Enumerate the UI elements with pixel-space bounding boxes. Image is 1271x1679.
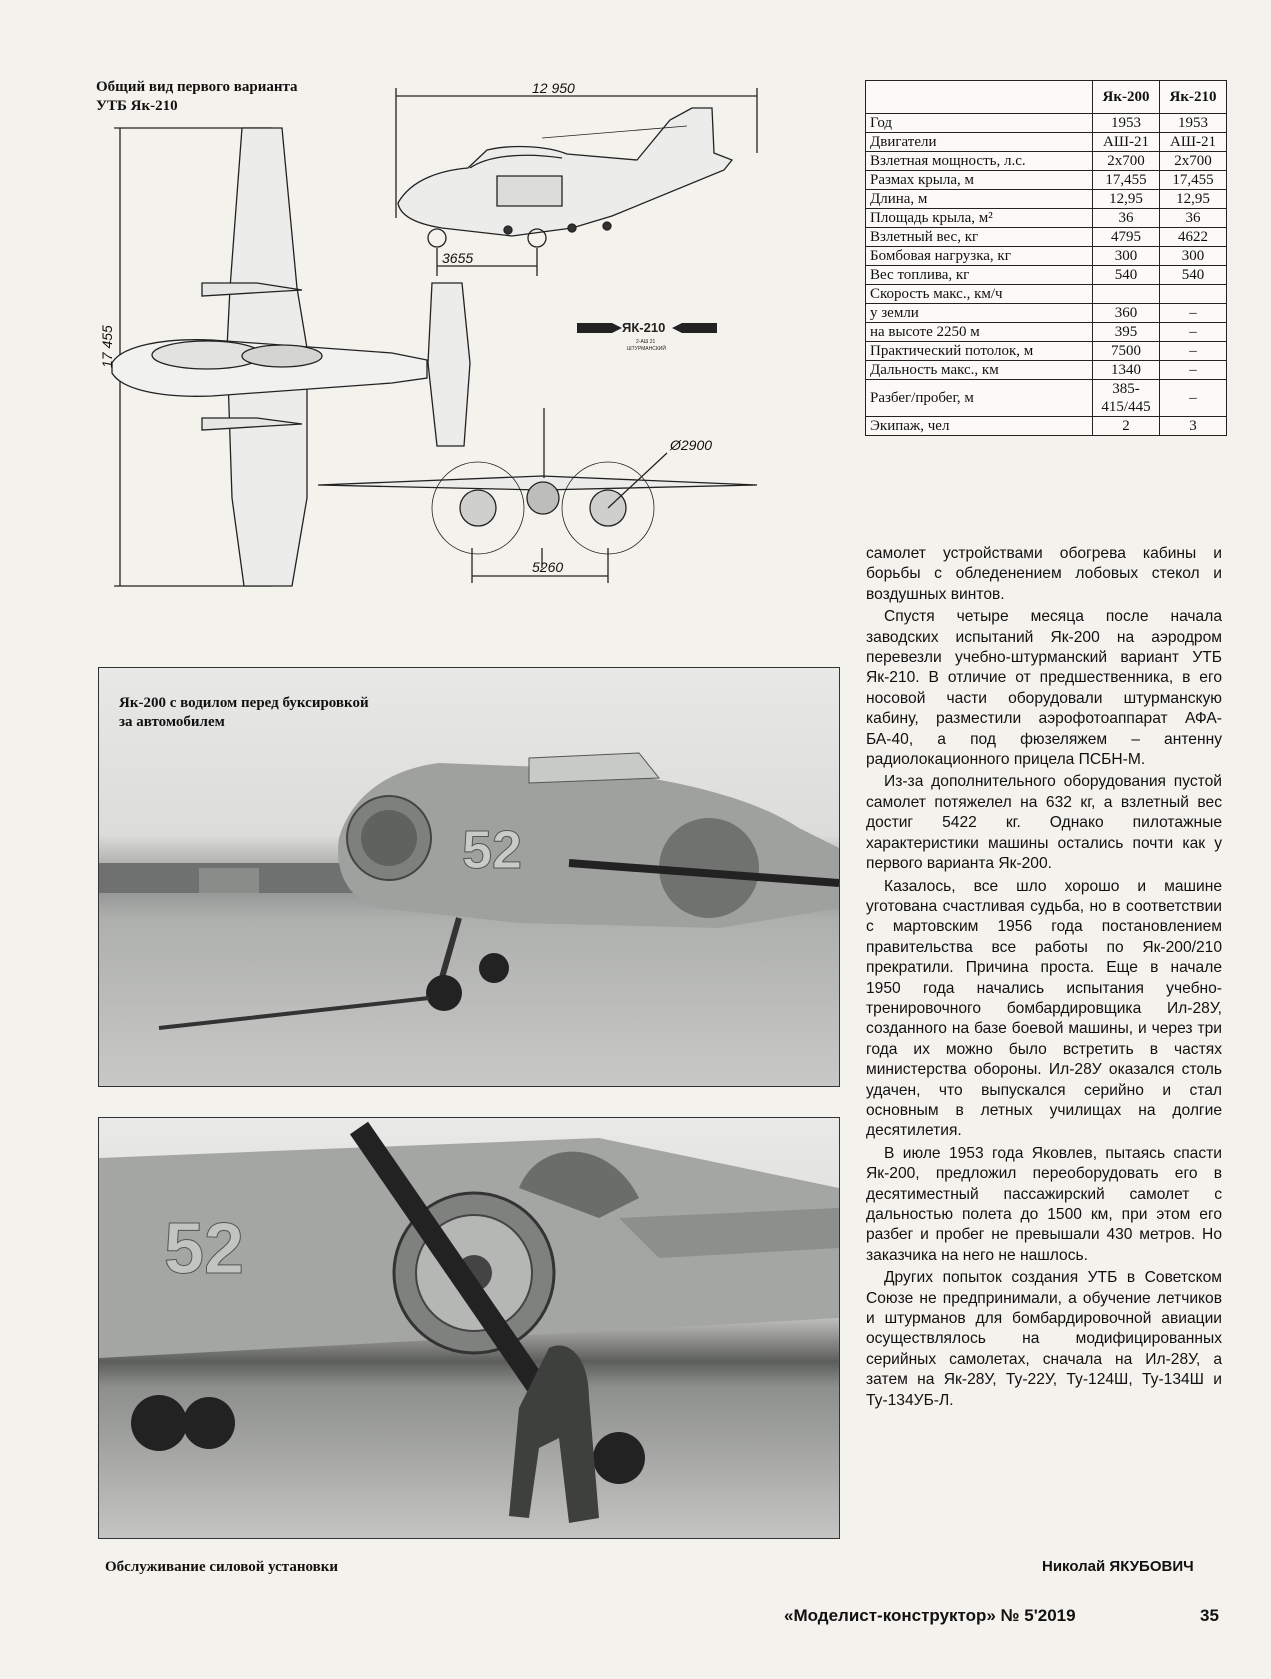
table-row bbox=[866, 190, 1227, 209]
page-number: 35 bbox=[1200, 1606, 1219, 1625]
table-cell-param: Год bbox=[866, 114, 1093, 133]
table-cell-yak200: 36 bbox=[1093, 209, 1160, 228]
table-row bbox=[866, 361, 1227, 380]
table-cell-param: Взлетная мощность, л.с. bbox=[866, 152, 1093, 171]
table-row bbox=[866, 247, 1227, 266]
table-row bbox=[866, 266, 1227, 285]
paragraph: самолет устройствами обогрева кабины и борьбы с обледенением лобовых стекол и воздушных винтов. bbox=[866, 545, 1222, 603]
table-header-yak210: Як-210 bbox=[1160, 81, 1227, 114]
table-cell-param: Бомбовая нагрузка, кг bbox=[866, 247, 1093, 266]
table-cell-yak200: 385-415/445 bbox=[1093, 380, 1160, 417]
tail-number-52: 52 bbox=[164, 1209, 245, 1289]
table-cell-param: Размах крыла, м bbox=[866, 171, 1093, 190]
paragraph: Спустя четыре месяца после начала заводских испытаний Як-200 на аэродром перевезли учебно-штурманский вариант УТБ Як-210. В отличие от предшественника, в его носовой части оборудовали штурманскую кабину, разместили аэрофотоаппарат АФА-БА-40, а под фюзеляжем – антенну радиолокационного прицела ПСБН-М. bbox=[866, 608, 1222, 769]
wheel-outline bbox=[428, 229, 446, 247]
table-row bbox=[866, 285, 1227, 304]
paragraph: Из-за дополнительного оборудования пустой самолет потяжелел на 632 кг, а взлетный вес достиг 5422 кг. Однако пилотажные характеристики машины остались почти как у первого варианта Як-200. bbox=[866, 773, 1222, 873]
table-cell-yak200: АШ-21 bbox=[1093, 133, 1160, 152]
paragraph: Казалось, все шло хорошо и машине уготована счастливая судьба, но в соответствии с мартовским 1956 года постановлением правительства все работы по Як-200/210 прекратили. Причина проста. Еще в начале 1950 года начались испытания учебно-тренировочного бомбардировщика Ил-28У, созданного на базе боевой машины, и через три года их можно было встретить в частях министерства обороны. Ил-28У оказался столь удачен, что выпускался серийно и стал основным в летных училищах на долгие десятилетия. bbox=[866, 877, 1222, 1140]
photo-engine-maintenance bbox=[98, 1117, 840, 1539]
photo2-caption: Обслуживание силовой установки bbox=[105, 1559, 338, 1575]
table-cell-yak200: 2 bbox=[1093, 417, 1160, 436]
table-cell-yak210: 300 bbox=[1160, 247, 1227, 266]
table-cell-param: Практический потолок, м bbox=[866, 342, 1093, 361]
table-cell-yak210: 17,455 bbox=[1160, 171, 1227, 190]
specifications-table bbox=[865, 80, 1227, 436]
table-row bbox=[866, 228, 1227, 247]
table-cell-yak210: 36 bbox=[1160, 209, 1227, 228]
badge-title: ЯК-210 bbox=[622, 320, 666, 335]
table-cell-param: Двигатели bbox=[866, 133, 1093, 152]
table-cell-yak200: 17,455 bbox=[1093, 171, 1160, 190]
table-row bbox=[866, 171, 1227, 190]
front-view bbox=[318, 408, 757, 583]
table-row bbox=[866, 417, 1227, 436]
table-row bbox=[866, 380, 1227, 417]
table-cell-yak200: 12,95 bbox=[1093, 190, 1160, 209]
article-body bbox=[866, 544, 1222, 1413]
table-cell-yak210: 540 bbox=[1160, 266, 1227, 285]
table-cell-param: Вес топлива, кг bbox=[866, 266, 1093, 285]
table-cell-yak200: 1953 bbox=[1093, 114, 1160, 133]
table-cell-yak210: 4622 bbox=[1160, 228, 1227, 247]
magazine-title: «Моделист-конструктор» № 5'2019 bbox=[784, 1606, 1076, 1625]
table-row bbox=[866, 342, 1227, 361]
table-cell-param: Разбег/пробег, м bbox=[866, 380, 1093, 417]
table-cell-yak210: – bbox=[1160, 361, 1227, 380]
table-cell-yak210: 1953 bbox=[1160, 114, 1227, 133]
drawing-caption-line2: УТБ Як-210 bbox=[96, 98, 178, 114]
table-cell-yak200: 4795 bbox=[1093, 228, 1160, 247]
track-dimension-label: 5260 bbox=[532, 559, 564, 575]
table-cell-yak210: 3 bbox=[1160, 417, 1227, 436]
table-cell-yak200: 2x700 bbox=[1093, 152, 1160, 171]
span-dimension-label: 17 455 bbox=[99, 325, 115, 368]
table-row bbox=[866, 323, 1227, 342]
table-cell-yak210: – bbox=[1160, 323, 1227, 342]
photo-engine-maintenance-image bbox=[99, 1118, 839, 1538]
table-cell-param: Длина, м bbox=[866, 190, 1093, 209]
paragraph: Других попыток создания УТБ в Советском Союзе не предпринимали, а обучение летчиков и штурманов для бомбардировочной авиации осуществлялось на модифицированных серийных самолетах, сначала на Ил-28У, а затем на Як-28У, Ту-22У, Ту-124Ш, Ту-134Ш и Ту-134УБ-Л. bbox=[866, 1269, 1222, 1409]
table-cell-yak200: 540 bbox=[1093, 266, 1160, 285]
author-name: Николай ЯКУБОВИЧ bbox=[1042, 1558, 1194, 1575]
table-cell-yak210: АШ-21 bbox=[1160, 133, 1227, 152]
paragraph: В июле 1953 года Яковлев, пытаясь спасти Як-200, предложил переоборудовать его в десятиместный пассажирский самолет с дальностью полета до 1500 км, при этом его разбег и пробег не превышали 430 метров. Но заказчика на него не нашлось. bbox=[866, 1144, 1222, 1264]
table-cell-yak210: 2x700 bbox=[1160, 152, 1227, 171]
photo1-caption-line1: Як-200 с водилом перед буксировкой bbox=[119, 695, 369, 711]
badge-sub1: 2-АШ 21 bbox=[636, 339, 656, 345]
tail-number-52: 52 bbox=[462, 820, 523, 880]
table-cell-yak200: 395 bbox=[1093, 323, 1160, 342]
table-row bbox=[866, 209, 1227, 228]
photo1-caption-line2: за автомобилем bbox=[119, 714, 225, 730]
table-cell-yak200 bbox=[1093, 285, 1160, 304]
table-header-yak200: Як-200 bbox=[1093, 81, 1160, 114]
table-cell-param: Взлетный вес, кг bbox=[866, 228, 1093, 247]
table-row bbox=[866, 114, 1227, 133]
table-header-param bbox=[866, 81, 1093, 114]
yak210-badge bbox=[577, 320, 717, 352]
table-cell-yak210: 12,95 bbox=[1160, 190, 1227, 209]
photo1-caption bbox=[119, 694, 369, 732]
table-header-row bbox=[866, 81, 1227, 114]
aircraft-three-view-drawing bbox=[92, 78, 832, 638]
gear-dimension-label: 3655 bbox=[442, 250, 474, 266]
table-cell-yak200: 1340 bbox=[1093, 361, 1160, 380]
photo-yak200-towing bbox=[98, 667, 840, 1087]
table-cell-yak200: 7500 bbox=[1093, 342, 1160, 361]
table-cell-param: Экипаж, чел bbox=[866, 417, 1093, 436]
table-row bbox=[866, 152, 1227, 171]
table-row bbox=[866, 133, 1227, 152]
table-cell-yak210: – bbox=[1160, 380, 1227, 417]
table-cell-yak200: 300 bbox=[1093, 247, 1160, 266]
table-cell-param: Дальность макс., км bbox=[866, 361, 1093, 380]
side-view bbox=[396, 88, 757, 236]
drawing-caption-line1: Общий вид первого варианта bbox=[96, 79, 298, 95]
propeller-diameter-label: Ø2900 bbox=[670, 437, 713, 453]
length-dimension-label: 12 950 bbox=[532, 80, 575, 96]
table-cell-param: на высоте 2250 м bbox=[866, 323, 1093, 342]
table-cell-yak210: – bbox=[1160, 342, 1227, 361]
table-cell-yak210 bbox=[1160, 285, 1227, 304]
table-cell-param: у земли bbox=[866, 304, 1093, 323]
table-cell-param: Скорость макс., км/ч bbox=[866, 285, 1093, 304]
table-cell-yak200: 360 bbox=[1093, 304, 1160, 323]
table-cell-param: Площадь крыла, м² bbox=[866, 209, 1093, 228]
badge-sub2: ШТУРМАНСКИЙ bbox=[627, 346, 666, 352]
table-cell-yak210: – bbox=[1160, 304, 1227, 323]
table-row bbox=[866, 304, 1227, 323]
